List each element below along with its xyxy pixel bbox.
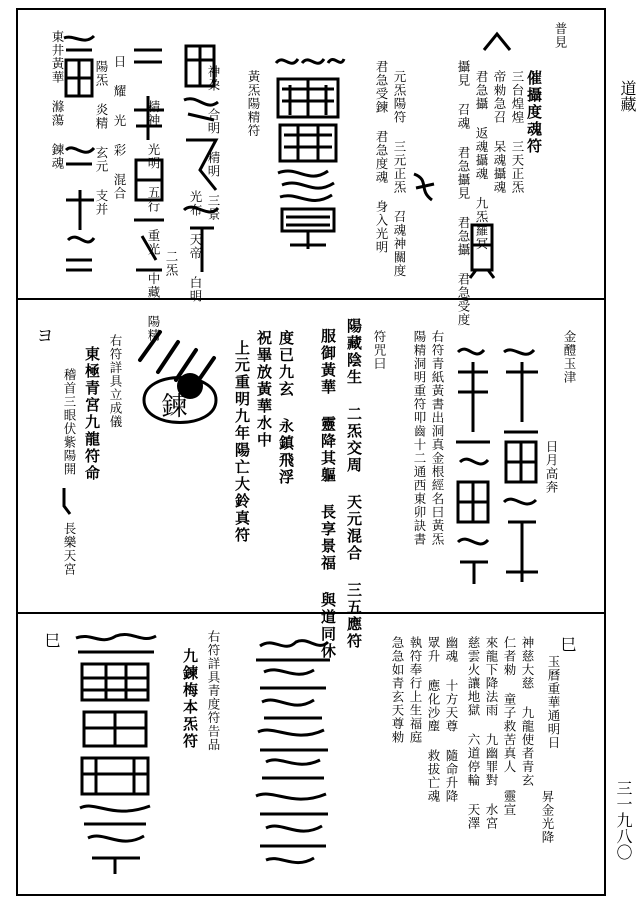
text-column: 三台煌煌 三天正炁 (510, 70, 525, 194)
talisman-nine-lian (244, 632, 338, 882)
brush-stroke-mark (58, 486, 72, 516)
text-column: 祝畢放黃華水中 (255, 330, 273, 449)
text-column: 君急攝 返魂攝魂 九炁羅冥 (474, 70, 489, 251)
text-column: 右符青紙黃書出洞真金根經名曰黃炁 (430, 330, 445, 546)
talisman-glyph (410, 170, 438, 206)
text-column: 光布 天帝 白明 (188, 190, 203, 303)
talisman-double-column (448, 322, 548, 592)
talisman-glyph-mark (482, 30, 512, 54)
text-column: 右符詳具青度符告品 (206, 630, 221, 752)
text-column: 稽首三眼伏紫陽開 (62, 368, 77, 476)
text-column: 上元重明九年陽亡大鈴真符 (233, 340, 251, 544)
text-column: 九鍊梅本炁符 (181, 648, 199, 750)
text-column: 來龍下降法雨 九幽罪對 水宮 (484, 636, 499, 830)
talisman-huang-qi-yang-jing (268, 45, 348, 255)
seal-character: 鍊 (157, 392, 187, 419)
text-column: 陽精洞明重符叩齒十二通西東卯訣書 (412, 330, 427, 546)
text-column: 仁者勑 童子救苦真人 靈宣 (502, 636, 517, 817)
text-column: 昇金光降 (540, 790, 555, 844)
text-column: 幽魂 十方天尊 隨命升降 (444, 636, 459, 803)
text-column: 長樂天宮 (62, 522, 77, 576)
text-column: 精神 光明 五行 重光 中藏 陽精 (146, 100, 161, 342)
text-column: 二炁 (164, 250, 179, 277)
text-column: 急急如青玄天尊勑 (390, 636, 405, 744)
talisman-qing-du (66, 628, 166, 878)
fire-seal-talisman (130, 320, 230, 450)
text-column: 金醴玉津 (562, 330, 577, 384)
panel-divider-top (16, 298, 606, 300)
section-mark: ヨ (33, 326, 54, 345)
text-column: 右符詳具立成儀 (108, 334, 123, 429)
text-column: 日月高奔 (544, 440, 559, 494)
page-number: 三一九八〇 (614, 780, 633, 860)
text-column: 元炁陽符 三元正炁 召魂神關度 (392, 70, 407, 278)
text-column: 神朶 合明 精明 三景 (206, 65, 221, 221)
text-column: 玉曆重華通明日 (546, 655, 561, 750)
collection-title: 道藏 (618, 80, 637, 112)
text-column: 帝勑急召 呆魂攝魂 (492, 70, 507, 194)
talisman-title: 催攝度魂符 (525, 70, 543, 155)
text-column: 服御黃華 靈降其軀 長享景福 與道同休 (319, 328, 337, 660)
text-column: 攝見 召魂 君急攝見 君急攝 君急受度 (456, 60, 471, 327)
section-mark: 巳 (558, 636, 577, 653)
text-column: 君急受鍊 君急度魂 身入光明 (374, 60, 389, 254)
talisman-glyph-stack (60, 30, 98, 280)
text-column: 符咒曰 (372, 330, 387, 371)
text-column: 陽炁 炎精 玄元 支并 (94, 60, 109, 216)
text-column: 執符奉行上生福庭 (408, 636, 423, 744)
text-column: 日 耀 光 彩 混合 (112, 55, 127, 200)
talisman-title: 黃炁陽精符 (246, 70, 261, 138)
text-column: 陽藏陰生 二炁交周 天元混合 三五應符 (345, 318, 363, 650)
text-column: 神慈大慈 九龍使者青玄 (520, 636, 535, 787)
text-column: 東井黃華 滌蕩 鍊魂 (50, 30, 65, 170)
talisman-glyph-stack (180, 40, 222, 280)
text-column: 慈雲火讓地獄 六道停輪 天澤 (466, 636, 481, 830)
text-column: 度已九玄 永鎮飛浮 (277, 330, 295, 486)
talisman-glyph (468, 220, 496, 280)
section-mark: 巳 (42, 632, 61, 649)
panel-divider-bottom (16, 612, 606, 614)
text-column: 普見 (553, 22, 568, 49)
text-column: 眾升 應化沙塵 救拔亡魂 (426, 636, 441, 803)
text-column: 東極青宮九龍符命 (83, 346, 101, 482)
